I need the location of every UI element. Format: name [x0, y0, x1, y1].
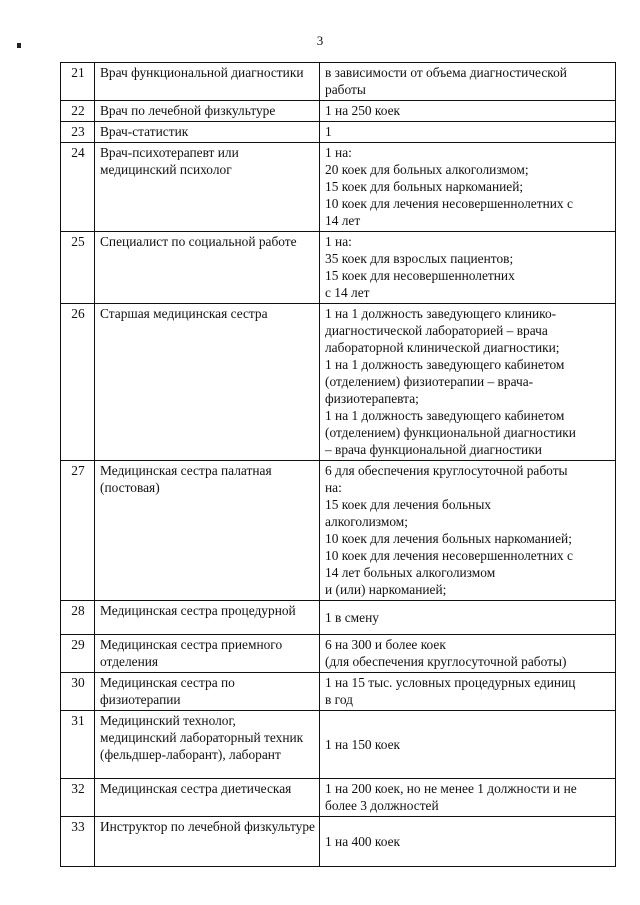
table-row [61, 63, 616, 101]
norm-line: работы [325, 82, 366, 97]
staffing-norm [320, 711, 616, 779]
row-number: 30 [61, 673, 95, 711]
staffing-norm [320, 101, 616, 122]
staffing-norm [320, 232, 616, 304]
norm-line: (для обеспечения круглосуточной работы) [325, 654, 567, 669]
page-number: 3 [316, 33, 324, 48]
norm-line: 1 в смену [325, 609, 379, 625]
norm-line: в зависимости от объема диагностической [325, 65, 567, 80]
row-number: 25 [61, 232, 95, 304]
position-name: Специалист по социальной работе [95, 232, 320, 304]
table-row [61, 101, 616, 122]
row-number: 29 [61, 635, 95, 673]
table-row [61, 232, 616, 304]
norm-line: 35 коек для взрослых пациентов; [325, 251, 514, 266]
norm-line: более 3 должностей [325, 798, 439, 813]
table-row [61, 143, 616, 232]
table-row [61, 711, 616, 779]
staffing-norm [320, 673, 616, 711]
norm-line: 1 [325, 124, 332, 139]
norm-line: в год [325, 692, 353, 707]
norm-line: 10 коек для лечения несовершеннолетних с [325, 548, 573, 563]
norm-line: (отделением) физиотерапии – врача- [325, 374, 534, 389]
staffing-norm [320, 122, 616, 143]
position-name: Медицинская сестра процедурной [95, 601, 320, 635]
norm-line: 14 лет [325, 213, 361, 228]
position-name: Инструктор по лечебной физкультуре [95, 817, 320, 867]
staffing-norm [320, 304, 616, 461]
position-name: Медицинская сестра по физиотерапии [95, 673, 320, 711]
table-row [61, 304, 616, 461]
norm-line: и (или) наркоманией; [325, 582, 447, 597]
norm-line: 1 на 1 должность заведующего кабинетом [325, 357, 565, 372]
norm-line: (отделением) функциональной диагностики [325, 425, 576, 440]
table-row [61, 461, 616, 601]
table-row [61, 635, 616, 673]
staffing-norm [320, 601, 616, 635]
norm-line: 1 на 400 коек [325, 833, 401, 849]
norm-line: 1 на: [325, 234, 352, 249]
staffing-norm [320, 143, 616, 232]
norm-line: 15 коек для больных наркоманией; [325, 179, 524, 194]
position-name: Старшая медицинская сестра [95, 304, 320, 461]
norm-line: 10 коек для лечения несовершеннолетних с [325, 196, 573, 211]
position-name: Медицинский технолог, медицинский лабораторный техник (фельдшер-лаборант), лаборант [95, 711, 320, 779]
position-name: Медицинская сестра палатная (постовая) [95, 461, 320, 601]
norm-line: 20 коек для больных алкоголизмом; [325, 162, 529, 177]
row-number: 28 [61, 601, 95, 635]
norm-line: – врача функциональной диагностики [325, 442, 542, 457]
table-row [61, 122, 616, 143]
norm-line: 1 на 200 коек, но не менее 1 должности и не [325, 781, 577, 796]
position-name: Врач-статистик [95, 122, 320, 143]
staffing-norm [320, 635, 616, 673]
row-number: 21 [61, 63, 95, 101]
table-row [61, 779, 616, 817]
norm-line: физиотерапевта; [325, 391, 419, 406]
position-name: Врач-психотерапевт или медицинский психолог [95, 143, 320, 232]
position-name: Врач функциональной диагностики [95, 63, 320, 101]
table-row [61, 601, 616, 635]
norm-line: 1 на 1 должность заведующего кабинетом [325, 408, 565, 423]
row-number: 23 [61, 122, 95, 143]
staffing-table [60, 62, 616, 867]
norm-line: с 14 лет [325, 285, 370, 300]
norm-line: 10 коек для лечения больных наркоманией; [325, 531, 572, 546]
norm-line: 14 лет больных алкоголизмом [325, 565, 496, 580]
row-number: 26 [61, 304, 95, 461]
norm-line: 1 на 15 тыс. условных процедурных единиц [325, 675, 576, 690]
norm-line: 6 для обеспечения круглосуточной работы [325, 463, 568, 478]
position-name: Медицинская сестра диетическая [95, 779, 320, 817]
table-row [61, 673, 616, 711]
row-number: 32 [61, 779, 95, 817]
norm-line: 6 на 300 и более коек [325, 637, 446, 652]
staffing-norm [320, 461, 616, 601]
staffing-norm [320, 817, 616, 867]
row-number: 31 [61, 711, 95, 779]
norm-line: диагностической лабораторией – врача [325, 323, 548, 338]
norm-line: 15 коек для несовершеннолетних [325, 268, 515, 283]
norm-line: алкоголизмом; [325, 514, 408, 529]
row-number: 33 [61, 817, 95, 867]
norm-line: 1 на 250 коек [325, 103, 401, 118]
row-number: 24 [61, 143, 95, 232]
table-row [61, 817, 616, 867]
staffing-norm [320, 779, 616, 817]
staffing-norm [320, 63, 616, 101]
norm-line: 1 на: [325, 145, 352, 160]
norm-line: лабораторной клинической диагностики; [325, 340, 560, 355]
row-number: 22 [61, 101, 95, 122]
norm-line: 1 на 150 коек [325, 736, 401, 752]
norm-line: на: [325, 480, 342, 495]
norm-line: 1 на 1 должность заведующего клинико- [325, 306, 557, 321]
norm-line: 15 коек для лечения больных [325, 497, 492, 512]
row-number: 27 [61, 461, 95, 601]
position-name: Медицинская сестра приемного отделения [95, 635, 320, 673]
position-name: Врач по лечебной физкультуре [95, 101, 320, 122]
